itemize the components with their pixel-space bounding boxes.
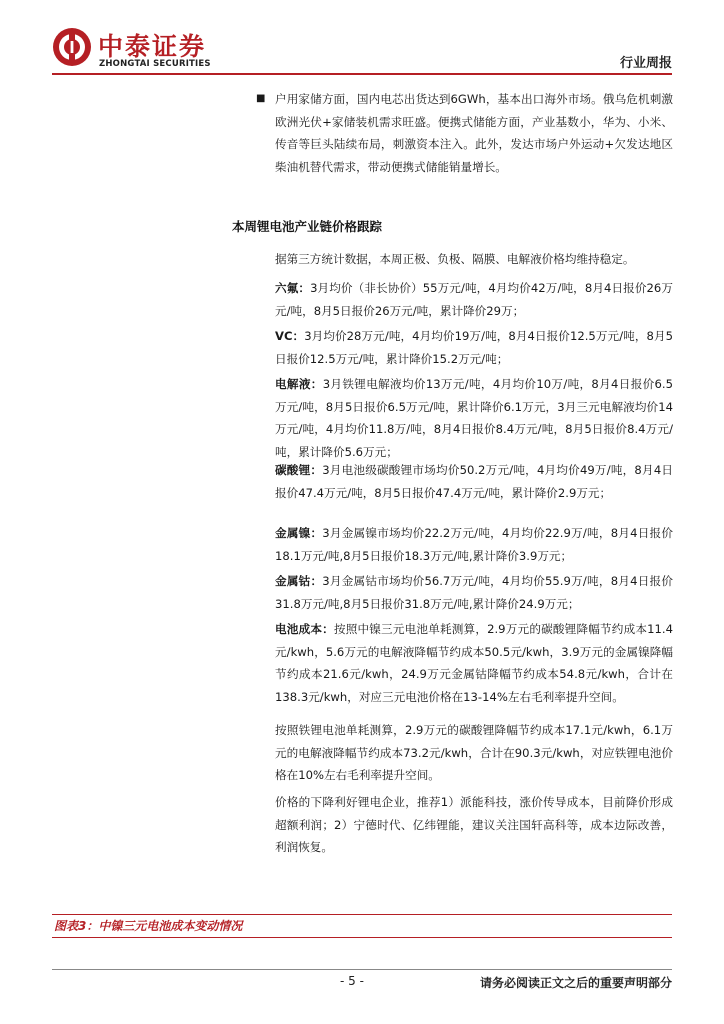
paragraph-text: 据第三方统计数据，本周正极、负极、隔膜、电解液价格均维持稳定。 bbox=[275, 252, 635, 266]
paragraph-vc bbox=[275, 325, 673, 370]
figure-caption-bar bbox=[52, 914, 672, 938]
paragraph-battery-cost bbox=[275, 618, 673, 708]
figure-caption: 图表3：中镍三元电池成本变动情况 bbox=[54, 919, 243, 933]
paragraph-text: 按照铁锂电池单耗测算，2.9万元的碳酸锂降幅节约成本17.1元/kwh，6.1万元的电解液降幅节约成本73.2元/kwh，合计在90.3元/kwh，对应铁锂电池价格在10%左右毛利率提升空间。 bbox=[275, 723, 673, 783]
paragraph-text: 3月铁锂电解液均价13万元/吨，4月均价10万/吨，8月4日报价6.5万元/吨，8月5日报价6.5万元/吨，累计降价6.1万元，3月三元电解液均价14万元/吨，4月均价11.8万/吨，8月4日报价8.4万元/吨，8月5日报价8.4万元/吨，累计降价5.6万元； bbox=[275, 377, 673, 459]
paragraph-text: 价格的下降利好锂电企业，推荐1）派能科技，涨价传导成本，目前降价形成超额利润；2）宁德时代、亿纬锂能，建议关注国轩高科等，成本边际改善，利润恢复。 bbox=[275, 795, 673, 855]
logo-english-name: ZHONGTAI SECURITIES bbox=[99, 59, 211, 69]
paragraph-summary bbox=[275, 248, 673, 271]
paragraph-label: 金属钴： bbox=[275, 574, 323, 588]
paragraph-nickel bbox=[275, 522, 673, 567]
page-number: - 5 - bbox=[340, 974, 364, 988]
section-title: 本周锂电池产业链价格跟踪 bbox=[232, 219, 383, 234]
report-type-label: 行业周报 bbox=[619, 56, 672, 71]
paragraph-label: VC： bbox=[275, 329, 305, 343]
logo-chinese-name: 中泰证券 bbox=[98, 32, 207, 61]
paragraph-recommendation bbox=[275, 791, 673, 859]
paragraph-label: 金属镍： bbox=[275, 526, 323, 540]
paragraph-label: 电池成本： bbox=[275, 622, 334, 636]
footer-disclaimer: 请务必阅读正文之后的重要声明部分 bbox=[479, 976, 672, 990]
bullet-paragraph: 户用家储方面，国内电芯出货达到6GWh，基本出口海外市场。俄乌危机刺激欧洲光伏+家储装机需求旺盛。便携式储能方面，产业基数小，华为、小米、传音等巨头陆续布局，刺激资本注入。此外，发达市场户外运动+欠发达地区柴油机替代需求，带动便携式储能销量增长。 bbox=[275, 92, 673, 174]
paragraph-text: 按照中镍三元电池单耗测算，2.9万元的碳酸锂降幅节约成本11.4元/kwh，5.6万元的电解液降幅节约成本50.5元/kwh，3.9万元的金属镍降幅节约成本21.6元/kwh，24.9万元金属钴降幅节约成本54.8元/kwh，合计在138.3元/kwh，对应三元电池价格在13-14%左右毛利率提升空间。 bbox=[275, 622, 673, 704]
paragraph-lithium-carbonate bbox=[275, 459, 673, 504]
paragraph-text: 3月均价（非长协价）55万元/吨，4月均价42万/吨，8月4日报价26万元/吨，8月5日报价26万元/吨，累计降价29万； bbox=[275, 281, 673, 318]
paragraph-cobalt bbox=[275, 570, 673, 615]
paragraph-electrolyte bbox=[275, 373, 673, 463]
paragraph-lipf6 bbox=[275, 277, 673, 322]
paragraph-label: 碳酸锂： bbox=[275, 463, 323, 477]
company-logo bbox=[52, 27, 217, 73]
paragraph-text: 3月金属钴市场均价56.7万元/吨，4月均价55.9万/吨，8月4日报价31.8万元/吨,8月5日报价31.8万元/吨,累计降价24.9万元； bbox=[275, 574, 673, 611]
paragraph-label: 电解液： bbox=[275, 377, 323, 391]
paragraph-text: 3月电池级碳酸锂市场均价50.2万元/吨，4月均价49万/吨，8月4日报价47.4万元/吨，8月5日报价47.4万元/吨，累计降价2.9万元； bbox=[275, 463, 673, 500]
paragraph-label: 六氟： bbox=[275, 281, 311, 295]
paragraph-lfp-cost bbox=[275, 719, 673, 787]
paragraph-text: 3月金属镍市场均价22.2万元/吨，4月均价22.9万/吨，8月4日报价18.1万元/吨,8月5日报价18.3万元/吨,累计降价3.9万元； bbox=[275, 526, 673, 563]
header-divider bbox=[52, 73, 672, 75]
zhongtai-logo-icon bbox=[52, 27, 92, 67]
bullet-square-icon: ■ bbox=[256, 93, 266, 104]
footer-divider bbox=[52, 969, 672, 970]
paragraph-text: 3月均价28万元/吨，4月均价19万/吨，8月4日报价12.5万元/吨，8月5日报价12.5万元/吨，累计降价15.2万元/吨； bbox=[275, 329, 673, 366]
